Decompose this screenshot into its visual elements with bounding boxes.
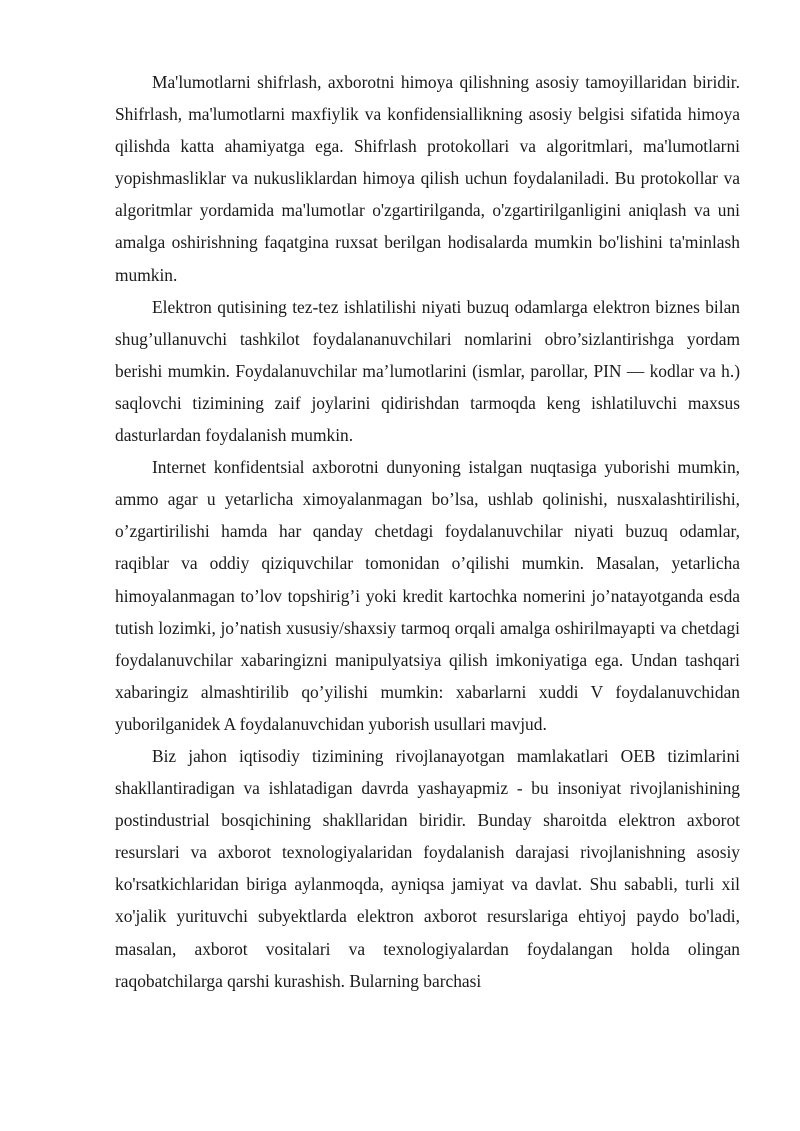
paragraph-encryption: Ma'lumotlarni shifrlash, axborotni himoya qilishning asosiy tamoyillaridan biridir. Shifrlash, ma'lumotlarni maxfiylik va konfidensiallikning asosiy belgisi sifatida himoya qilishda katta ahamiyatga ega. Shifrlash protokollari va algoritmlari, ma'lumotlarni yopishmasliklar va nukusliklardan himoya qilish uchun foydalaniladi. Bu protokollar va algoritmlar yordamida ma'lumotlar o'zgartirilganda, o'zgartirilganligini aniqlash va uni amalga oshirishning faqatgina ruxsat berilgan hodisalarda mumkin bo'lishini ta'minlash mumkin. xyxy=(115,72,740,285)
paragraph-information-economy: Biz jahon iqtisodiy tizimining rivojlanayotgan mamlakatlari OEB tizimlarini shakllantiradigan va ishlatadigan davrda yashayapmiz - bu insoniyat rivojlanishining postindustrial bosqichining shakllaridan biridir. Bunday sharoitda elektron axborot resurslari va axborot texnologiyalaridan foydalanish darajasi rivojlanishning asosiy ko'rsatkichlaridan biriga aylanmoqda, ayniqsa jamiyat va davlat. Shu sababli, turli xil xo'jalik yurituvchi subyektlarda elektron axborot resurslariga ehtiyoj paydo bo'ladi, masalan, axborot vositalari va texnologiyalardan foydalangan holda olingan raqobatchilarga qarshi kurashish. Bularning barchasi xyxy=(115,745,740,991)
paragraph-email-misuse: Elektron qutisining tez-tez ishlatilishi niyati buzuq odamlarga elektron biznes bilan shug’ullanuvchi tashkilot foydalananuvchilari nomlarini obro’sizlantirishga yordam berishi mumkin. Foydalanuvchilar ma’lumotlarini (ismlar, parollar, PIN — kodlar va h.) saqlovchi tizimining zaif joylarini qidirishdan tarmoqda keng ishlatiluvchi maxsus dasturlardan foydalanish mumkin. xyxy=(115,296,740,446)
document-page xyxy=(115,66,740,997)
paragraph-internet-confidentiality: Internet konfidentsial axborotni dunyoning istalgan nuqtasiga yuborishi mumkin, ammo agar u yetarlicha ximoyalanmagan bo’lsa, ushlab qolinishi, nusxalashtirilishi, o’zgartirilishi hamda har qanday chetdagi foydalanuvchilar niyati buzuq odamlar, raqiblar va oddiy qiziquvchilar tomonidan o’qilishi mumkin. Masalan, yetarlicha himoyalanmagan to’lov topshirig’i yoki kredit kartochka nomerini jo’natayotganda esda tutish lozimki, jo’natish xususiy/shaxsiy tarmoq orqali amalga oshirilmayapti va chetdagi foydalanuvchilar xabaringizni manipulyatsiya qilish imkoniyatiga ega. Undan tashqari xabaringiz almashtirilib qo’yilishi mumkin: xabarlarni xuddi V foydalanuvchidan yuborilganidek A foydalanuvchidan yuborish usullari mavjud. xyxy=(115,457,740,734)
